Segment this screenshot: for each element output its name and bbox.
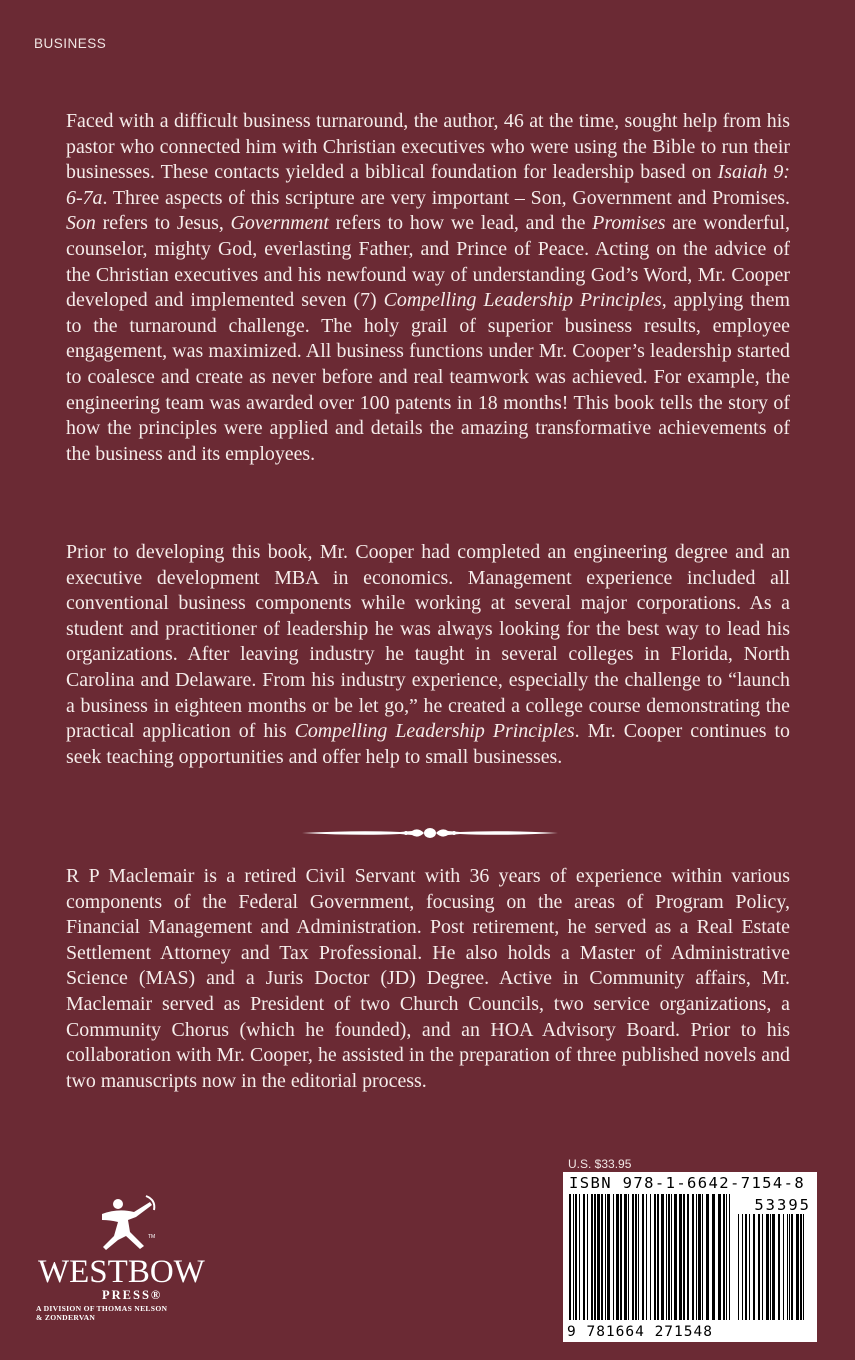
italic-text-run: Government [230,212,329,235]
barcode-bar [753,1214,755,1320]
author-bio-paragraph [66,540,790,770]
barcode-bar [671,1194,672,1320]
barcode-bar [666,1194,667,1320]
barcode-bar [654,1194,656,1320]
barcode-bars [569,1194,811,1322]
barcode-bar [661,1194,664,1320]
barcode-bar [607,1194,610,1320]
barcode-bar [650,1194,651,1320]
italic-text-run: Compelling Leadership Principles [383,289,662,312]
barcode-bar [778,1214,780,1320]
barcode-bar [772,1214,775,1320]
barcode-bar [587,1194,588,1320]
text-run: , applying them to the turnaround challenge. The holy grail of superior business results, employee engagement, was maximized. All business functions under Mr. Cooper’s leadership started to coalesce and create as never before and real teamwork was achieved. For example, the engineering team was awarded over 100 patents in 18 months! This book tells the story of how the principles were applied and details the amazing transformative achievements of the business and its employees. [66,289,790,465]
publisher-name: WESTBOW [38,1254,205,1290]
isbn-label: ISBN 978-1-6642-7154-8 [569,1174,806,1192]
publisher-logo [30,1192,220,1332]
publisher-press [102,1288,162,1303]
barcode-bar [624,1194,627,1320]
barcode-bar [706,1194,709,1320]
decorative-divider-icon [300,823,560,843]
barcode-bar [575,1194,577,1320]
barcode-bar [687,1194,689,1320]
barcode-bar [679,1194,682,1320]
barcode-bar [628,1194,629,1320]
barcode-bar [657,1194,659,1320]
barcode-bar [766,1214,769,1320]
barcode-bar [594,1194,596,1320]
barcode-bar [796,1214,799,1320]
barcode-bar [573,1194,574,1320]
text-run: R P Maclemair is a retired Civil Servant with 36 years of experience within various components of the Federal Government, focusing on the areas of Program Policy, Financial Management and Administration. Post retirement, he served as a Real Estate Settlement Attorney and Tax Professional. He also holds a Master of Administrative Science (MAS) and a Juris Doctor (JD) Degree. Active in Community affairs, Mr. Maclemair served as President of two Church Councils, two service organizations, a Community Chorus (which he founded), and an HOA Advisory Board. Prior to his collaboration with Mr. Cooper, he assisted in the preparation of three published novels and two manuscripts now in the editorial process. [66,865,790,1092]
text-run: refers to how we lead, and the [328,212,593,235]
press-word: PRESS [102,1288,151,1302]
barcode-bar [745,1214,747,1320]
barcode-bar [712,1194,715,1320]
trademark-mark: TM [148,1234,156,1240]
barcode-bar [683,1194,685,1320]
barcode-bar [638,1194,639,1320]
text-run: Prior to developing this book, Mr. Cooper had completed an engineering degree and an executive development MBA in economics. Management experience included all conventional business components while working at several major corporations. As a student and practitioner of leadership he was always looking for the best way to lead his organizations. After leaving industry he taught in several colleges in Florida, North Carolina and Delaware. From his industry experience, especially the challenge to “launch a business in eighteen months or be let go,” he created a college course demonstrating the practical application of his [66,541,790,743]
barcode-bar [569,1194,571,1320]
registered-mark: ® [150,1288,163,1302]
barcode-bar [674,1194,677,1320]
isbn-digits: 9 781664 271548 [567,1324,713,1340]
barcode-bar [632,1194,634,1320]
barcode-bar [762,1214,763,1320]
barcode-bar [583,1194,585,1320]
price-code: 53395 [754,1196,811,1214]
publisher-division-line-2: & ZONDERVAN [36,1313,96,1322]
barcode-bar [789,1214,790,1320]
coauthor-bio-paragraph [66,864,790,1094]
barcode-bar [770,1214,771,1320]
category-label: BUSINESS [34,36,107,51]
barcode-bar [702,1194,703,1320]
italic-text-run: Son [66,212,96,235]
barcode-bar [718,1194,721,1320]
barcode-bar [800,1214,802,1320]
barcode-bar [635,1194,637,1320]
barcode-bar [791,1214,793,1320]
runner-figure-icon [82,1192,162,1254]
isbn-barcode [563,1172,817,1342]
barcode-bar [742,1214,743,1320]
barcode-bar [668,1194,670,1320]
barcode-bar [758,1214,760,1320]
barcode-bar [803,1214,804,1320]
barcode-bar [692,1194,694,1320]
barcode-bar [726,1194,727,1320]
italic-text-run: Isaiah 9: 6-7a [66,161,790,209]
barcode-bar [613,1194,614,1320]
barcode-bar [787,1214,788,1320]
barcode-bar [579,1194,580,1320]
barcode-bar [729,1194,730,1320]
text-run: are wonderful, counselor, mighty God, everlasting Father, and Prince of Peace. Acting on the advice of the Christian executives and his newfound way of understanding God’s Word, Mr. Cooper developed and implemented seven (7) [66,212,790,312]
barcode-bar [698,1194,701,1320]
barcode-bar [749,1214,750,1320]
barcode-bar [620,1194,622,1320]
barcode-bar [723,1194,725,1320]
text-run: . Three aspects of this scripture are very important – Son, Government and Promises. [102,186,790,209]
barcode-bar [616,1194,619,1320]
publisher-division-line: A DIVISION OF THOMAS NELSON [36,1304,168,1313]
barcode-bar [605,1194,606,1320]
barcode-bar [601,1194,603,1320]
description-paragraph-1 [66,109,790,467]
barcode-bar [783,1214,784,1320]
text-run: refers to Jesus, [95,212,231,235]
text-run: Faced with a difficult business turnaround, the author, 46 at the time, sought help from his pastor who connected him with Christian executives who were using the Bible to run their businesses. These contacts yielded a biblical foundation for leadership based on [66,110,790,184]
barcode-bar [738,1214,739,1320]
italic-text-run: Compelling Leadership Principles [294,720,575,743]
barcode-bar [646,1194,647,1320]
barcode-bar [642,1194,644,1320]
price-label: U.S. $33.95 [568,1157,632,1171]
barcode-bar [591,1194,593,1320]
barcode-bar [696,1194,697,1320]
italic-text-run: Promises [592,212,666,235]
barcode-bar [597,1194,600,1320]
text-run: . Mr. Cooper continues to seek teaching opportunities and offer help to small businesses. [66,720,790,768]
